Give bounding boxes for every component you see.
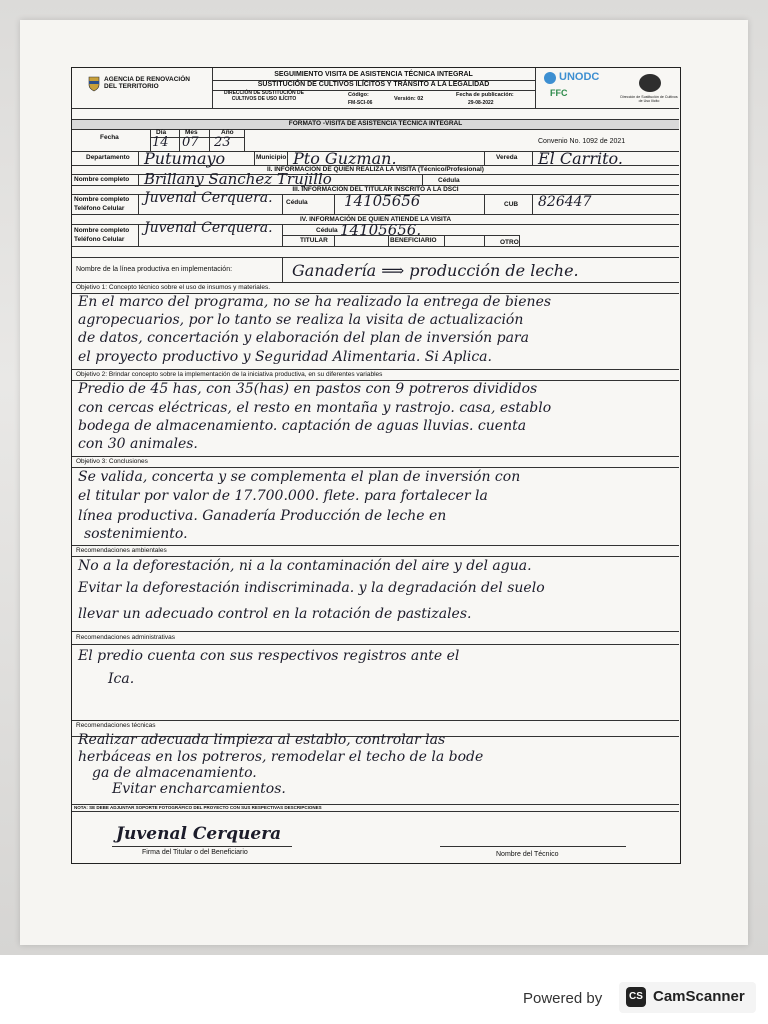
- ffc-logo: FFC: [550, 88, 568, 98]
- year-label: Año: [221, 129, 234, 136]
- month-label: Mes: [185, 129, 198, 136]
- objective-1-line: agropecuarios, por lo tanto se realiza la visita de actualización: [78, 312, 524, 328]
- version-label: Versión: 02: [394, 96, 424, 102]
- form-subtitle: SUSTITUCIÓN DE CULTIVOS ILÍCITOS Y TRÁNSITO A LA LEGALIDAD: [257, 81, 490, 88]
- signature-label: Firma del Titular o del Beneficiario: [142, 849, 248, 856]
- dscui-logo-icon: [639, 74, 661, 92]
- objective-3-line: sostenimiento.: [84, 526, 188, 542]
- camscanner-badge: [619, 982, 756, 1013]
- direction-label: DIRECCIÓN DE SUSTITUCIÓN DE CULTIVOS DE USO ILÍCITO: [223, 90, 304, 102]
- department-label: Departamento: [86, 154, 130, 161]
- technician-name-label-bottom: Nombre del Técnico: [496, 851, 559, 858]
- photo-note: NOTA: SE DEBE ADJUNTAR SOPORTE FOTOGRÁFICO DEL PROYECTO CON SUS RESPECTIVAS DESCRIPCIONES: [74, 805, 322, 810]
- environmental-line: Evitar la deforestación indiscriminada. y la degradación del suelo: [78, 580, 545, 596]
- objective-1-line: En el marco del programa, no se ha realizado la entrega de bienes: [78, 294, 552, 310]
- colombia-seal-icon: [88, 76, 100, 92]
- productive-line-value: Ganadería ⟹ producción de leche.: [292, 261, 579, 280]
- attendee-name-value: Juvenal Cerquera.: [144, 220, 273, 236]
- municipality-label: Municipio: [256, 154, 287, 161]
- powered-by-label: Powered by: [523, 990, 603, 1007]
- technical-line: ga de almacenamiento.: [92, 765, 257, 781]
- publication-label: Fecha de publicación:: [456, 92, 514, 98]
- beneficiario-option: BENEFICIARIO: [390, 237, 437, 244]
- unodc-logo: UNODC: [559, 71, 600, 83]
- code-value: FM-SCI-06: [348, 100, 373, 106]
- holder-name-value: Juvenal Cerquera.: [144, 190, 273, 206]
- technician-name-value: Brillany Sanchez Trujillo: [144, 170, 332, 188]
- technician-cedula-label: Cédula: [438, 177, 460, 184]
- camscanner-brand: CamScanner: [653, 988, 745, 1005]
- objective-2-line: Predio de 45 has, con 35(has) en pastos con 9 potreros divididos: [78, 381, 538, 397]
- department-value: Putumayo: [144, 149, 226, 168]
- vereda-label: Vereda: [496, 154, 518, 161]
- objective-1-line: el proyecto productivo y Seguridad Alimentaria. Si Aplica.: [78, 349, 492, 365]
- section-4-title: IV. INFORMACIÓN DE QUIEN ATIENDE LA VISITA: [299, 216, 452, 223]
- technical-label: Recomendaciones técnicas: [76, 722, 156, 729]
- un-emblem-icon: [544, 72, 556, 84]
- attendee-cedula-value: 14105656.: [340, 221, 422, 239]
- convenio-number: Convenio No. 1092 de 2021: [538, 138, 626, 145]
- objective-2-label: Objetivo 2: Brindar concepto sobre la implementación de la iniciativa productiva, en su diferentes variables: [76, 371, 383, 378]
- cub-value: 826447: [538, 194, 592, 210]
- administrative-line: El predio cuenta con sus respectivos registros ante el: [78, 648, 460, 664]
- titular-option: TITULAR: [300, 237, 328, 244]
- format-title: FORMATO -VISITA DE ASISTENCIA TÉCNICA INTEGRAL: [72, 119, 679, 129]
- form-title: SEGUIMIENTO VISITA DE ASISTENCIA TÉCNICA INTEGRAL: [274, 71, 473, 78]
- environmental-line: No a la deforestación, ni a la contaminación del aire y del agua.: [78, 558, 532, 574]
- code-label: Código:: [348, 92, 369, 98]
- objective-1-label: Objetivo 1: Concepto técnico sobre el uso de insumos y materiales.: [76, 284, 271, 291]
- visit-form: [71, 67, 681, 864]
- vereda-value: El Carrito.: [538, 149, 623, 168]
- holder-name-label: Nombre completo: [74, 196, 130, 203]
- objective-3-line: el titular por valor de 17.700.000. flete. para fortalecer la: [78, 488, 488, 504]
- municipality-value: Pto Guzman.: [293, 149, 397, 168]
- objective-1-line: de datos, concertación y elaboración del plan de inversión para: [78, 330, 529, 346]
- technical-line: Evitar encharcamientos.: [112, 781, 286, 797]
- objective-3-label: Objetivo 3: Conclusiones: [76, 458, 148, 465]
- day-label: Día: [156, 129, 167, 136]
- attendee-name-label: Nombre completo: [74, 227, 130, 234]
- camscanner-icon: CS: [626, 987, 646, 1007]
- objective-3-line: Se valida, concerta y se complementa el plan de inversión con: [78, 469, 521, 485]
- cub-label: CUB: [504, 201, 519, 208]
- publication-date: 29-08-2022: [468, 100, 494, 106]
- holder-cedula-label: Cédula: [286, 199, 308, 206]
- date-label: Fecha: [100, 134, 119, 141]
- attendee-phone-label: Teléfono Celular: [74, 236, 125, 243]
- holder-cedula-value: 14105656: [344, 192, 421, 210]
- administrative-label: Recomendaciones administrativas: [76, 634, 175, 641]
- technician-name-label: Nombre completo: [74, 176, 130, 183]
- environmental-label: Recomendaciones ambientales: [76, 547, 167, 554]
- agency-name: AGENCIA DE RENOVACIÓN DEL TERRITORIO: [104, 76, 190, 90]
- objective-2-line: bodega de almacenamiento. captación de aguas lluvias. cuenta: [78, 418, 527, 434]
- section-3-title: III. INFORMACIÓN DEL TITULAR INSCRITO A LA DSCI: [292, 186, 459, 193]
- otro-option: OTRO: [500, 239, 519, 246]
- objective-3-line: línea productiva. Ganadería Producción de leche en: [78, 508, 447, 524]
- technical-line: Realizar adecuada limpieza al establo, controlar las: [78, 732, 446, 748]
- administrative-line: Ica.: [108, 671, 135, 687]
- objective-2-line: con cercas eléctricas, el resto en montaña y rastrojo. casa, establo: [78, 400, 552, 416]
- productive-line-label: Nombre de la línea productiva en implementación:: [76, 266, 233, 273]
- environmental-line: llevar un adecuado control en la rotación de pastizales.: [78, 606, 472, 622]
- section-2-title: II. INFORMACIÓN DE QUIEN REALIZA LA VISITA (Técnico/Profesional): [267, 166, 484, 173]
- year-value: 23: [214, 135, 231, 150]
- holder-signature: Juvenal Cerquera: [116, 824, 282, 844]
- holder-phone-label: Teléfono Celular: [74, 205, 125, 212]
- technical-line: herbáceas en los potreros, remodelar el techo de la bode: [78, 749, 484, 765]
- dscui-logo-text: Dirección de Sustitución de Cultivos de Uso Ilícito: [620, 95, 678, 103]
- objective-2-line: con 30 animales.: [78, 436, 198, 452]
- month-value: 07: [182, 135, 199, 150]
- day-value: 14: [152, 135, 169, 150]
- attendee-cedula-label: Cédula: [316, 227, 338, 234]
